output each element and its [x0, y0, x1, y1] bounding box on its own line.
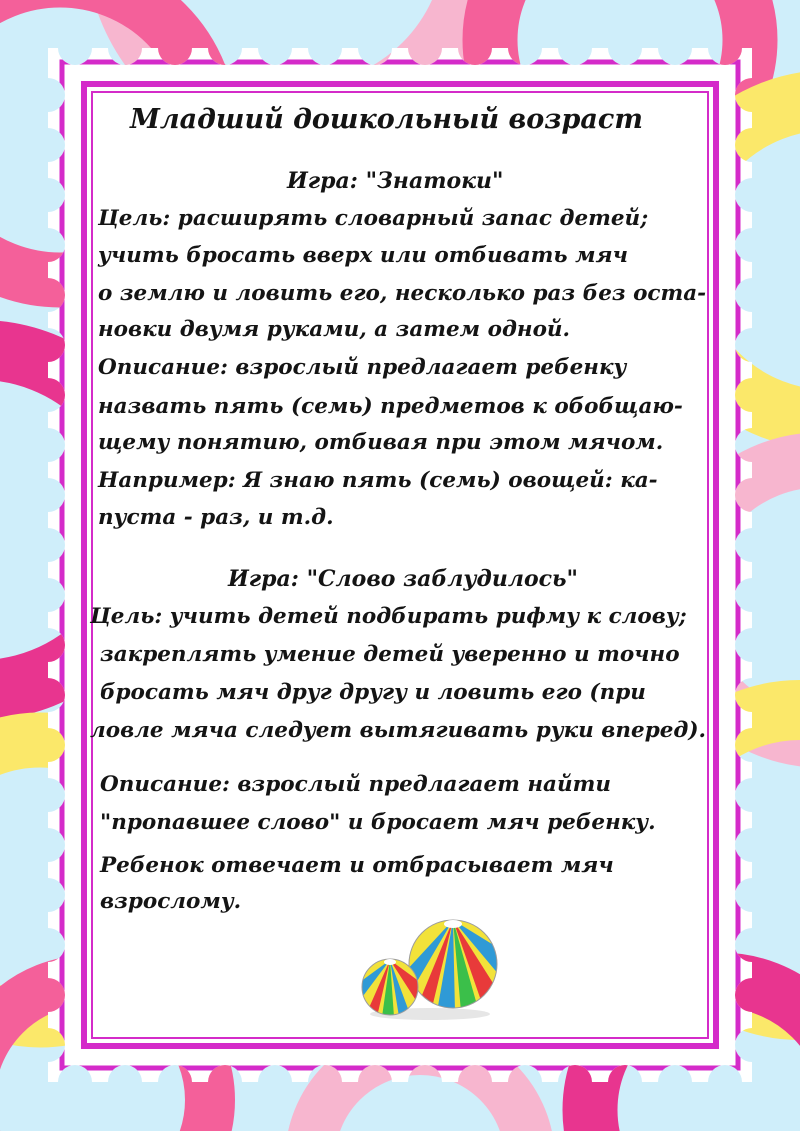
game1-line: щему понятию, отбивая при этом мячом. [98, 430, 664, 455]
game2-line: бросать мяч друг другу и ловить его (при [100, 680, 646, 705]
game2-line: "пропавшее слово" и бросает мяч ребенку. [100, 810, 656, 835]
beach-ball-icon [405, 917, 505, 1017]
game1-line: Цель: расширять словарный запас детей; [98, 206, 649, 231]
game1-line: о землю и ловить его, несколько раз без оста- [98, 281, 707, 306]
game2-line: Цель: учить детей подбирать рифму к слову; [90, 604, 687, 629]
game1-heading: Игра: "Знатоки" [287, 168, 504, 194]
game1-line: Например: Я знаю пять (семь) овощей: ка- [98, 468, 658, 493]
game2-line: закреплять умение детей уверенно и точно [100, 642, 680, 667]
game1-line: пуста - раз, и т.д. [98, 505, 334, 530]
beach-balls [355, 912, 505, 1022]
game2-line: ловле мяча следует вытягивать руки вперед). [90, 718, 707, 743]
game2-line: Ребенок отвечает и отбрасывает мяч [100, 853, 614, 878]
game1-line: назвать пять (семь) предметов к обобщаю- [98, 394, 683, 419]
game2-line: взрослому. [100, 889, 242, 914]
game1-line: новки двумя руками, а затем одной. [98, 317, 571, 342]
game2-heading: Игра: "Слово заблудилось" [228, 566, 578, 592]
game1-line: учить бросать вверх или отбивать мяч [98, 243, 628, 268]
page-title: Младший дошкольный возраст [130, 104, 643, 135]
game2-line: Описание: взрослый предлагает найти [100, 772, 611, 797]
game1-line: Описание: взрослый предлагает ребенку [98, 355, 627, 380]
